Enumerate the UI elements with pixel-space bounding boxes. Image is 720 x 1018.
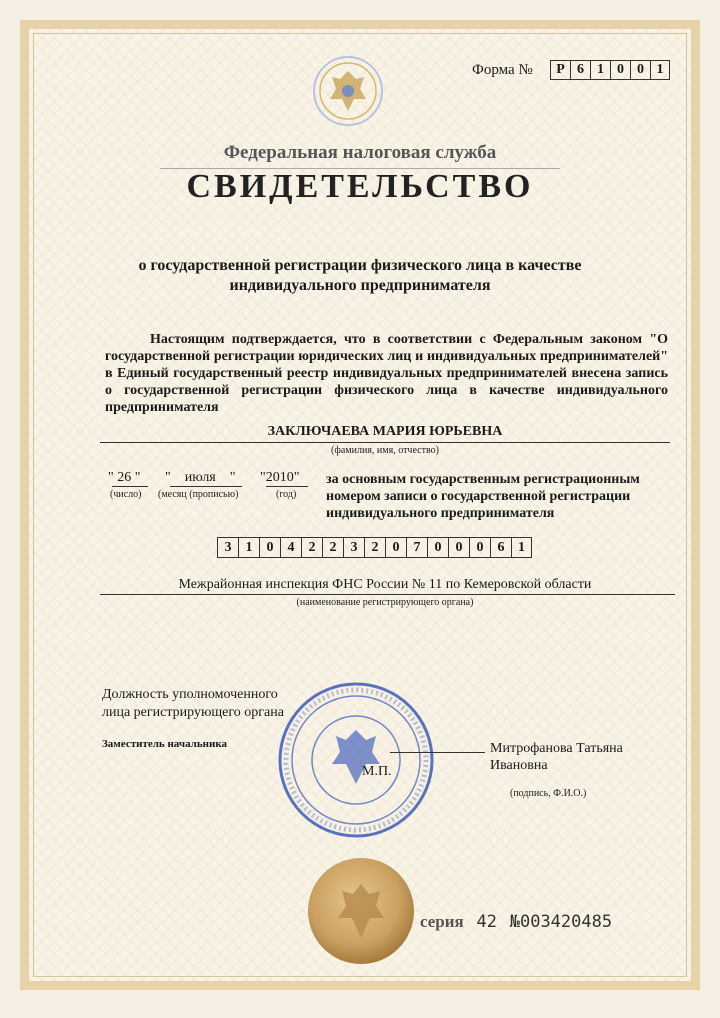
reg-digit: 0 <box>469 537 490 558</box>
gold-seal-icon <box>306 856 416 966</box>
series-code: 42 <box>476 912 497 932</box>
agency-name: Федеральная налоговая служба <box>223 142 497 163</box>
signature-line <box>390 752 485 753</box>
month-underline <box>170 486 242 487</box>
form-digit: 1 <box>590 60 610 80</box>
confirmation-text: Настоящим подтверждается, что в соответствии с Федеральным законом "О государственной регистрации юридических лиц и индивидуальных предпринимателей" в Единый государственный реестр индивидуальных предпринимателей внесена запись о государственной регистрации физического лица в качестве индивидуального предпринимателя <box>105 332 668 415</box>
reg-digit: 0 <box>385 537 406 558</box>
confirmation-paragraph <box>105 331 668 416</box>
name-underline <box>100 442 670 443</box>
emblem-icon <box>312 55 384 127</box>
reg-digit: 4 <box>280 537 301 558</box>
form-number-boxes <box>550 60 670 80</box>
authority-name: Межрайонная инспекция ФНС России № 11 по Кемеровской области <box>178 577 592 592</box>
date-year-field: "2010" <box>260 470 300 485</box>
stamp-place-label: М.П. <box>362 764 392 779</box>
date-year: 2010 <box>265 470 294 485</box>
form-digit: 6 <box>570 60 590 80</box>
year-underline <box>266 486 308 487</box>
form-digit: 0 <box>610 60 630 80</box>
reg-digit: 0 <box>259 537 280 558</box>
reg-digit: 7 <box>406 537 427 558</box>
reg-digit: 2 <box>301 537 322 558</box>
series-label: серия <box>420 912 464 931</box>
date-day-field: " 26 " <box>108 470 141 485</box>
month-caption: (месяц (прописью) <box>158 489 239 500</box>
authority-underline <box>100 594 675 595</box>
authority-caption: (наименование регистрирующего органа) <box>296 597 474 608</box>
registration-text: за основным государственным регистрационным номером записи о государственной регистрации индивидуального предпринимателя <box>326 472 640 521</box>
date-month: июля <box>184 470 216 485</box>
day-underline <box>112 486 148 487</box>
reg-digit: 1 <box>511 537 532 558</box>
signature-caption: (подпись, Ф.И.О.) <box>510 788 587 799</box>
form-number-label: Форма № <box>472 62 533 78</box>
reg-digit: 0 <box>448 537 469 558</box>
registration-number-boxes <box>217 537 532 558</box>
reg-digit: 2 <box>322 537 343 558</box>
form-digit: Р <box>550 60 570 80</box>
form-digit: 1 <box>650 60 670 80</box>
official-name: Митрофанова Татьяна Ивановна <box>490 741 623 773</box>
series-block <box>420 912 612 932</box>
official-position: Заместитель начальника <box>102 738 227 750</box>
reg-digit: 3 <box>343 537 364 558</box>
reg-digit: 2 <box>364 537 385 558</box>
reg-digit: 3 <box>217 537 238 558</box>
series-number: №003420485 <box>509 912 613 932</box>
official-stamp-icon <box>276 680 436 840</box>
year-caption: (год) <box>276 489 297 500</box>
date-day: 26 <box>117 470 132 485</box>
date-month-field: " июля " <box>165 470 236 485</box>
person-name: ЗАКЛЮЧАЕВА МАРИЯ ЮРЬЕВНА <box>267 424 503 439</box>
name-caption: (фамилия, имя, отчество) <box>331 445 439 456</box>
day-caption: (число) <box>110 489 142 500</box>
position-label: Должность уполномоченного лица регистрирующего органа <box>102 687 284 720</box>
form-digit: 0 <box>630 60 650 80</box>
reg-digit: 6 <box>490 537 511 558</box>
reg-digit: 1 <box>238 537 259 558</box>
reg-digit: 0 <box>427 537 448 558</box>
document-title: СВИДЕТЕЛЬСТВО <box>186 168 534 205</box>
document-subtitle: о государственной регистрации физического лица в качестве индивидуального предпринимателя <box>138 257 582 294</box>
